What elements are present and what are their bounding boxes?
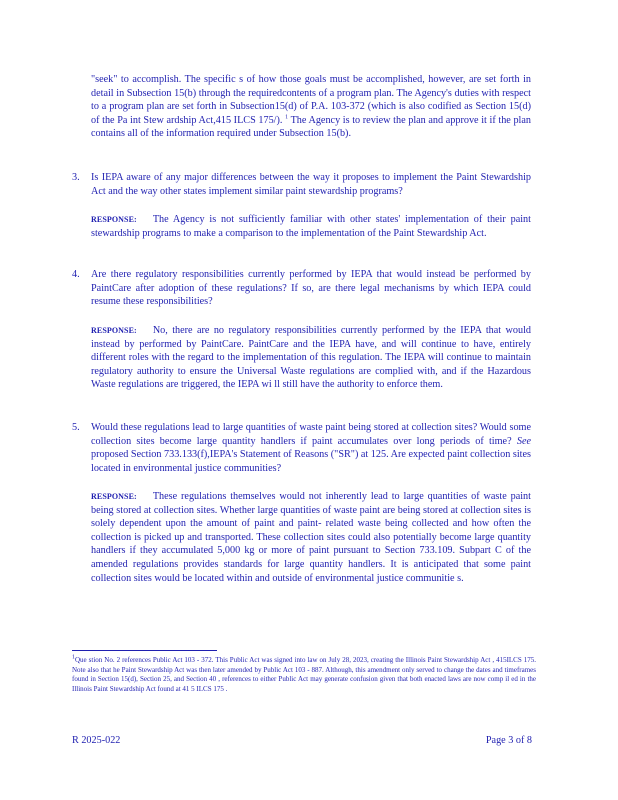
response-label: RESPONSE: [91, 326, 137, 335]
question-4-number: 4. [72, 269, 80, 280]
docket-number: R 2025-022 [72, 735, 121, 746]
question-4-response: RESPONSE: No, there are no regulatory responsibilities currently performed by the IEPA that would instead by performed by PaintCare. PaintCare and the IEPA have, and will continue to have, entirely different roles with the regard to the implementation of this regulation. The IEPA will continue to maintain regulatory authority to ensure the Universal Waste regulations are complied with, and if the Hazardous Waste regulations are triggered, the IEPA wi ll still have the authority to enforce them. [91, 325, 531, 391]
question-3-text: Is IEPA aware of any major differences between the way it proposes to implement the Paint Stewardship Act and the way other states implement similar paint stewardship programs? [91, 172, 531, 197]
question-5-text: Would these regulations lead to large quantities of waste paint being stored at collection sites? Would some collection sites become large quantity handlers if paint accumulates over long periods of time? See proposed Section 733.133(f),IEPA's Statement of Reasons ("SR") at 125. Are expected paint collection sites located in environmental justice communities? [91, 422, 532, 474]
footnote-reference[interactable]: 1 [285, 114, 289, 121]
see-signal: See [516, 435, 532, 447]
question-3-response: RESPONSE: The Agency is not sufficiently familiar with other states' implementation of their paint stewardship programs to make a comparison to the implementation of the Paint Stewardship Act. [91, 214, 531, 239]
question-4-text: Are there regulatory responsibilities currently performed by IEPA that would instead be performed by PaintCare after adoption of these regulations? If so, are there legal mechanisms by which IEPA could resume these responsibilities? [91, 269, 531, 308]
footnote-1: $^1$Que stion No. 2 references Public Act 103 - 372. This Public Act was signed into law on July 28, 2023, creating the Illinois Paint Stewardship Act , 415ILCS 175. Note also that he Paint Stewardship Act was then later amended by Public Act 103 - 887. Although, this amendment only served to change the dates and timeframes found in Section 15(d), Section 25, and Section 40 , references to either Public Act may generate confusion given that both enacted laws are now comp il ed in the Illinois Paint Stewardship Act found at 41 5 ILCS 175 . [72, 654, 536, 693]
response-label: RESPONSE: [91, 215, 137, 224]
page-number: Page 3 of 8 [485, 735, 532, 746]
question-5-number: 5. [72, 422, 80, 433]
intro-paragraph: "seek" to accomplish. The specific s of how those goals must be accomplished, however, are set forth in detail in Subsection 15(b) through the requiredcontents of a program plan. The Agency's duties with respect to a program plan are set forth in Subsection15(d) of P.A. 103-372 (which is also codified as Section 15(d) of the Pa int Stew ardship Act,415 ILCS 175/). $^1$ The Agency is to review the plan and approve it if the plan contains all of the information required under Subsection 15(b). [91, 74, 531, 140]
question-5-response: RESPONSE: These regulations themselves would not inherently lead to large quantities of waste paint being stored at collection sites. Whether large quantities of waste paint are being stored at collection sites is solely dependent upon the amount of paint and paint- related waste being collected and how often the collection is picked up and transported. These collection sites could also potentially become large quantity handlers if they accumulated 5,000 kg or more of paint pursuant to Section 733.109. Subpart C of the amended regulations provides standards for large quantity handlers. It is anticipated that some paint collection sites would be located within and outside of environmental justice communitie s. [91, 491, 531, 584]
footnote-divider [72, 650, 217, 651]
response-label: RESPONSE: [91, 492, 137, 501]
question-3-number: 3. [72, 172, 80, 183]
footnote-mark: 1 [72, 654, 75, 661]
